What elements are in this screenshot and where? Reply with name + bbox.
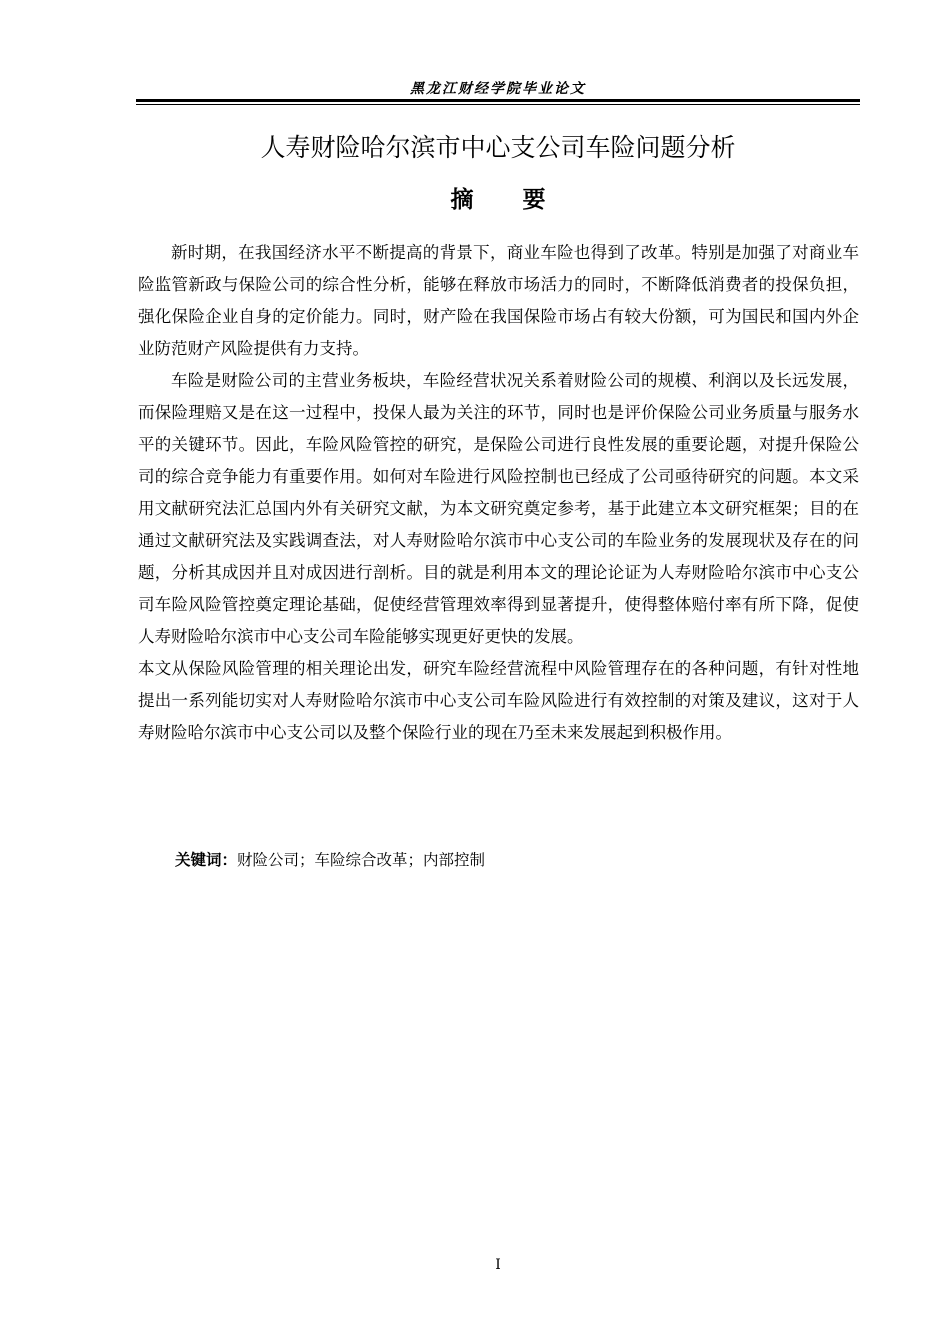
keywords [175,846,485,874]
header-rule-thin [136,104,860,105]
header-rule-thick [136,99,860,102]
keywords-value: 财险公司；车险综合改革；内部控制 [237,851,486,869]
abstract-body [138,237,859,749]
abstract-paragraph-2: 车险是财险公司的主营业务板块，车险经营状况关系着财险公司的规模、利润以及长远发展，而保险理赔又是在这一过程中，投保人最为关注的环节，同时也是评价保险公司业务质量与服务水平的关键环节。因此，车险风险管控的研究，是保险公司进行良性发展的重要论题，对提升保险公司的综合竞争能力有重要作用。如何对车险进行风险控制也已经成了公司亟待研究的问题。本文采用文献研究法汇总国内外有关研究文献，为本文研究奠定参考，基于此建立本文研究框架；目的在通过文献研究法及实践调查法，对人寿财险哈尔滨市中心支公司的车险业务的发展现状及存在的问题，分析其成因并且对成因进行剖析。目的就是利用本文的理论论证为人寿财险哈尔滨市中心支公司车险风险管控奠定理论基础，促使经营管理效率得到显著提升，使得整体赔付率有所下降，促使人寿财险哈尔滨市中心支公司车险能够实现更好更快的发展。 [138,371,859,646]
page-number: I [495,1257,501,1273]
page-header [136,76,860,104]
abstract-paragraph-1: 新时期，在我国经济水平不断提高的背景下，商业车险也得到了改革。特别是加强了对商业车险监管新政与保险公司的综合性分析，能够在释放市场活力的同时，不断降低消费者的投保负担，强化保险企业自身的定价能力。同时，财产险在我国保险市场占有较大份额，可为国民和国内外企业防范财产风险提供有力支持。 [138,243,859,358]
header-school-name: 黑龙江财经学院毕业论文 [410,81,586,97]
abstract-paragraph-3: 本文从保险风险管理的相关理论出发，研究车险经营流程中风险管理存在的各种问题，有针对性地提出一系列能切实对人寿财险哈尔滨市中心支公司车险风险进行有效控制的对策及建议，这对于人寿财险哈尔滨市中心支公司以及整个保险行业的现在乃至未来发展起到积极作用。 [138,659,859,742]
abstract-heading-char-1: 摘 [450,187,474,213]
paper-title: 人寿财险哈尔滨市中心支公司车险问题分析 [260,133,736,162]
abstract-heading [136,182,860,218]
keywords-label: 关键词： [175,851,238,869]
abstract-heading-char-2: 要 [522,187,546,213]
